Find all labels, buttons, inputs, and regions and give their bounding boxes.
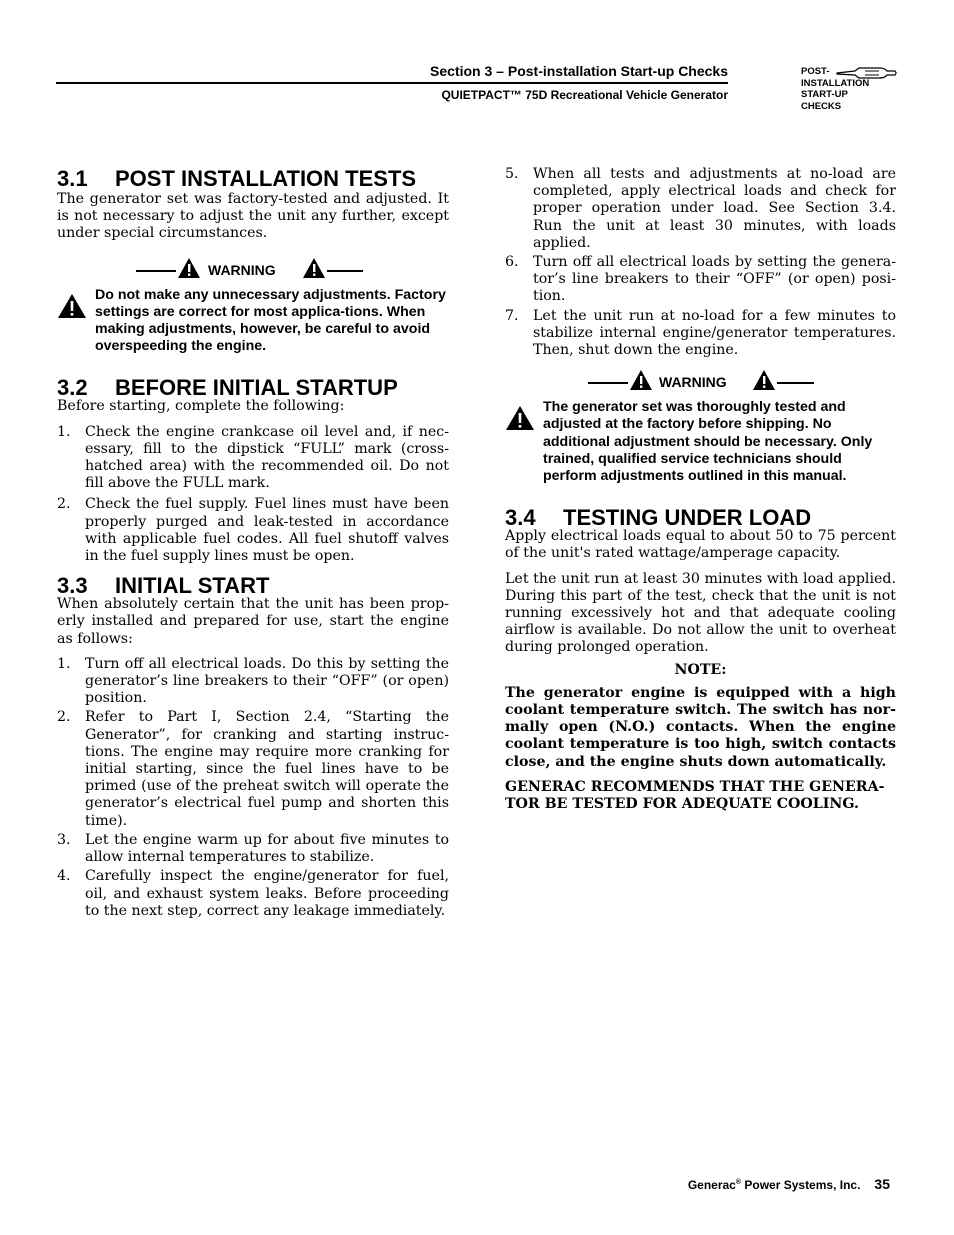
- hand-pointer-icon: [835, 65, 897, 81]
- registered-mark: ®: [735, 1179, 742, 1186]
- section-3-2-list: [57, 424, 449, 566]
- warning-message-2: The generator set was thoroughly tested and adjusted at the factory before shipping. No additional adjustment should be necessary. Only trained, qualified service technicians should perform adjustments outlined in this manual.: [505, 399, 896, 485]
- footer-company: Generac: [687, 1178, 736, 1192]
- section-3-1-body: The generator set was factory-tested and adjusted. It is not necessary to adjust the unit any further, except under special circumstances.: [57, 191, 449, 242]
- warning-message-1: Do not make any unnecessary adjustments. Factory settings are correct for most applica-tions. When making adjustments, however, be careful to avoid overspeeding the engine.: [57, 287, 449, 356]
- warning-label-2: WARNING: [659, 374, 727, 391]
- list-item: 1. Check the engine crankcase oil level and, if nec-essary, fill to the dipstick “FULL” mark (cross-hatched area) with the recommended oil. Do not fill above the FULL mark.: [57, 423, 449, 492]
- warning-triangle-icon: [302, 257, 326, 279]
- list-item: 3. Let the engine warm up for about five minutes to allow internal temperatures to stabilize.: [57, 831, 449, 866]
- section-3-2-heading: 3.2 BEFORE INITIAL STARTUP: [57, 375, 398, 401]
- list-item: 7. Let the unit run at no-load for a few minutes to stabilize internal engine/generator temperatures. Then, shut down the engine.: [505, 307, 896, 359]
- warning-banner-2: [505, 367, 896, 397]
- note-text-1: The generator engine is equipped with a high coolant temperature switch. The switch has nor-mally open (N.O.) contacts. When the engine coolant temperature is too high, switch contacts close, and the engine shuts down automatically.: [505, 684, 896, 770]
- warning-triangle-icon: [505, 405, 535, 431]
- warning-banner-1: [57, 255, 449, 285]
- tab-line-4: CHECKS: [801, 100, 842, 112]
- right-column: [505, 166, 896, 813]
- warning-label-1: WARNING: [208, 261, 276, 278]
- section-3-1-heading: 3.1 POST INSTALLATION TESTS: [57, 166, 417, 191]
- warning-triangle-icon: [57, 293, 87, 319]
- section-3-4-heading: 3.4 TESTING UNDER LOAD: [505, 505, 812, 531]
- section-3-4-para-1: Apply electrical loads equal to about 50 to 75 percent of the unit's rated wattage/amperage capacity.: [505, 528, 896, 562]
- section-3-3-list-continued: [505, 166, 896, 359]
- warning-triangle-icon: [752, 369, 776, 391]
- header-product-title: QUIETPACT™ 75D Recreational Vehicle Generator: [441, 88, 728, 102]
- section-3-3-list: [57, 656, 449, 920]
- list-item: 2. Check the fuel supply. Fuel lines must have been properly purged and leak-tested in accordance with applicable fuel codes. All fuel shutoff valves in the fuel supply lines must be open.: [57, 496, 449, 565]
- footer-company-rest: Power Systems, Inc.: [741, 1178, 861, 1192]
- section-3-4-para-2: Let the unit run at least 30 minutes with load applied. During this part of the test, check that the unit is not running excessively hot and that adequate cooling airflow is available. Do not allow the unit to overheat during prolonged operation.: [505, 570, 896, 656]
- note-label: NOTE:: [674, 661, 727, 678]
- section-3-3-intro: When absolutely certain that the unit has been prop-erly installed and prepared for use, start the engine as follows:: [57, 596, 449, 647]
- page-number: 35: [874, 1176, 890, 1192]
- list-item: 2. Refer to Part I, Section 2.4, “Starting the Generator”, for cranking and starting instruc-tions. The engine may require more cranking for initial starting, since the fuel lines have to be primed (use of the preheat switch will operate the generator’s electrical fuel pump and shorten this time).: [57, 709, 449, 829]
- section-3-2-intro: Before starting, complete the following:: [57, 398, 345, 415]
- section-tab-logo: [801, 66, 901, 118]
- header-section-title: Section 3 – Post-installation Start-up Checks: [430, 63, 728, 79]
- tab-line-3: START-UP: [801, 89, 848, 100]
- header-rule: [56, 82, 728, 84]
- left-column: [57, 166, 449, 920]
- list-item: 4. Carefully inspect the engine/generator for fuel, oil, and exhaust system leaks. Before proceeding to the next step, correct any leakage immediately.: [57, 868, 449, 919]
- list-item: 6. Turn off all electrical loads by setting the genera-tor’s line breakers to their “OFF” (or open) posi-tion.: [505, 254, 896, 305]
- tab-line-1: POST-: [801, 66, 830, 77]
- warning-triangle-icon: [629, 369, 653, 391]
- list-item: 5. When all tests and adjustments at no-load are completed, apply electrical loads and check for proper operation under load. See Section 3.4. Run the unit at least 30 minutes, with loads applied.: [505, 166, 896, 251]
- warning-triangle-icon: [177, 257, 201, 279]
- list-item: 1. Turn off all electrical loads. Do this by setting the generator’s line breakers to their “OFF” (or open) position.: [57, 655, 449, 707]
- section-3-3-heading: 3.3 INITIAL START: [57, 573, 270, 599]
- tab-line-2: INSTALLATION: [801, 77, 870, 89]
- note-text-2: GENERAC RECOMMENDS THAT THE GENERA-TOR BE TESTED FOR ADEQUATE COOLING.: [505, 778, 885, 813]
- page-footer: [560, 1176, 890, 1192]
